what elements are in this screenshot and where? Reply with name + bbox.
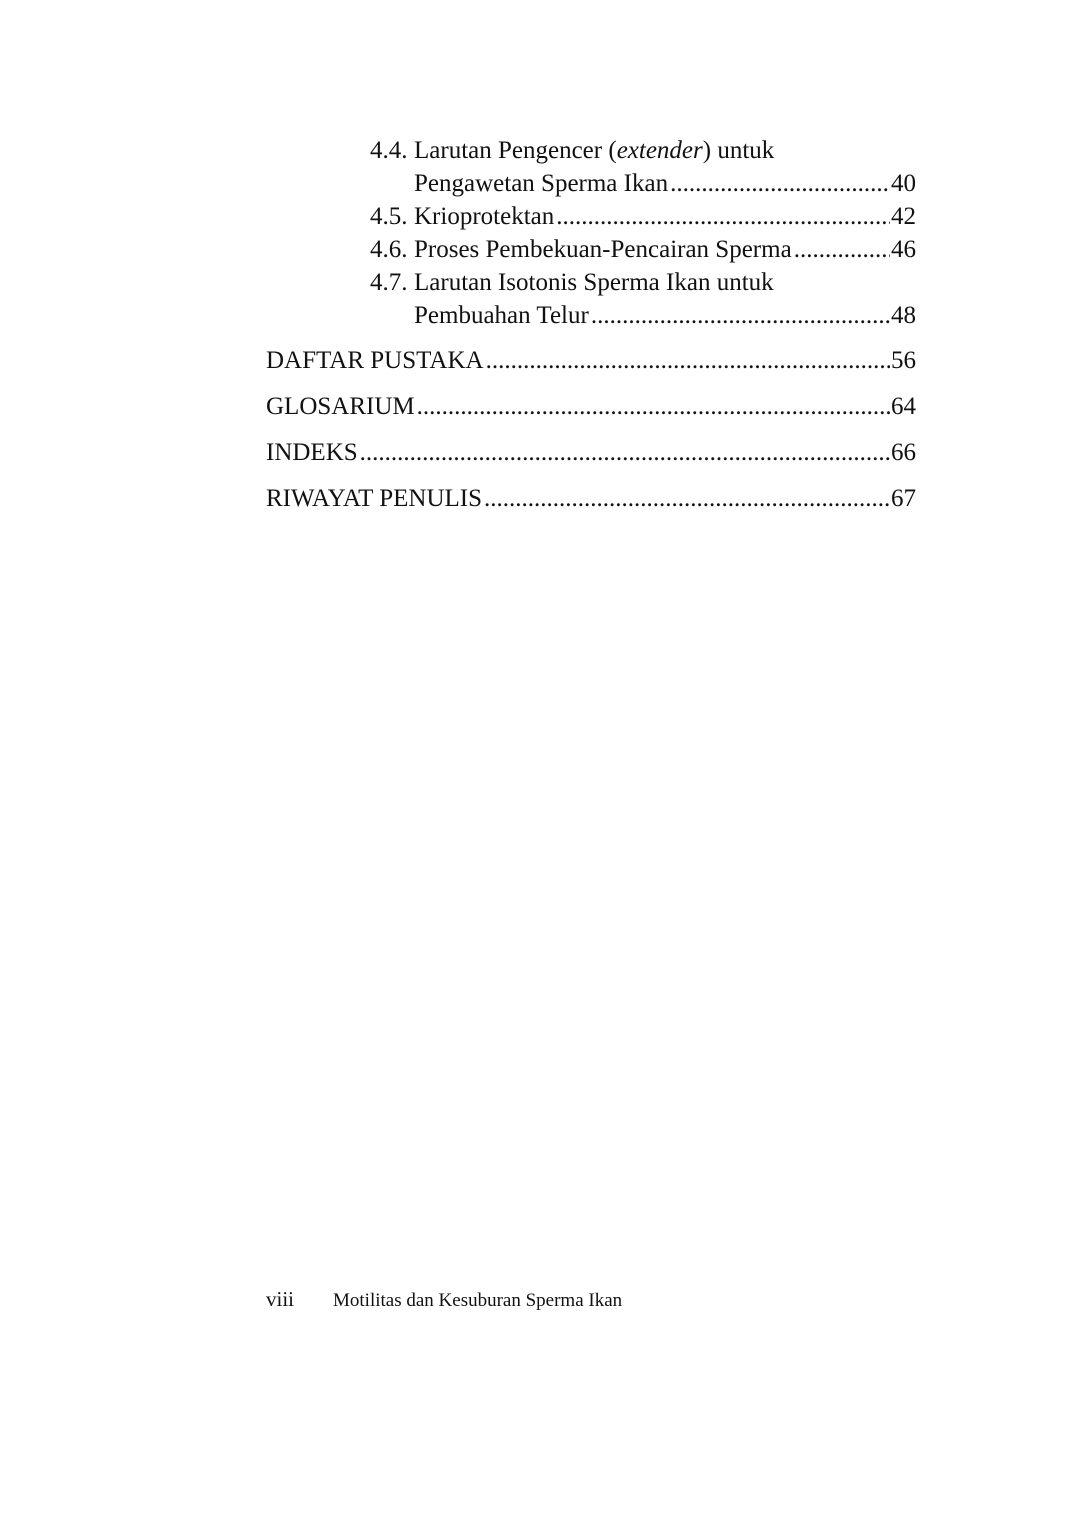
toc-entry-4-4[interactable] [266,167,916,200]
toc-entry-title [414,134,774,167]
toc-page-number: 42 [891,203,916,230]
toc-entry-indeks[interactable] [266,436,916,469]
toc-entry-4-6[interactable] [266,233,916,266]
toc-page-number: 66 [891,439,916,466]
dot-leader [360,436,890,469]
toc-entry-title: INDEKS [266,439,358,466]
toc-entry-title-continued: Pengawetan Sperma Ikan [414,170,669,197]
toc-entry-number: 4.6. [370,236,408,263]
table-of-contents [266,134,916,515]
dot-leader [417,390,890,423]
footer-book-title: Motilitas dan Kesuburan Sperma Ikan [333,1290,623,1311]
dot-leader [556,200,890,233]
toc-entry-title-part: Larutan Pengencer ( [414,137,617,164]
toc-entry-riwayat-penulis[interactable] [266,482,916,515]
dot-leader [484,482,890,515]
dot-leader [794,233,890,266]
toc-page-number: 56 [891,347,916,374]
toc-entry-4-7[interactable] [266,299,916,332]
toc-entry-4-7-line1 [266,266,916,299]
toc-entry-glosarium[interactable] [266,390,916,423]
toc-entry-title-continued: Pembuahan Telur [414,302,589,329]
toc-entry-number: 4.4. [370,137,408,164]
toc-page-number: 40 [891,170,916,197]
toc-entry-number: 4.7. [370,269,408,296]
footer-page-number: viii [266,1287,295,1311]
toc-entry-title-part: ) untuk [702,137,775,164]
toc-page-number: 46 [891,236,916,263]
toc-entry-title: Krioprotektan [414,203,555,230]
toc-page-number: 67 [891,485,916,512]
toc-page-number: 48 [891,302,916,329]
dot-leader [591,299,890,332]
toc-entry-daftar-pustaka[interactable] [266,344,916,377]
toc-entry-title: RIWAYAT PENULIS [266,485,483,512]
toc-entry-4-4-line1 [266,134,916,167]
toc-entry-title: Proses Pembekuan-Pencairan Sperma [414,236,792,263]
toc-entry-title: Larutan Isotonis Sperma Ikan untuk [414,269,774,296]
page-footer [266,1287,622,1312]
toc-entry-title: DAFTAR PUSTAKA [266,347,484,374]
toc-entry-4-5[interactable] [266,200,916,233]
toc-entry-number: 4.5. [370,203,408,230]
toc-entry-title-italic: extender [616,137,703,164]
dot-leader [670,167,890,200]
dot-leader [486,344,890,377]
toc-page-number: 64 [891,393,916,420]
toc-entry-title: GLOSARIUM [266,393,415,420]
